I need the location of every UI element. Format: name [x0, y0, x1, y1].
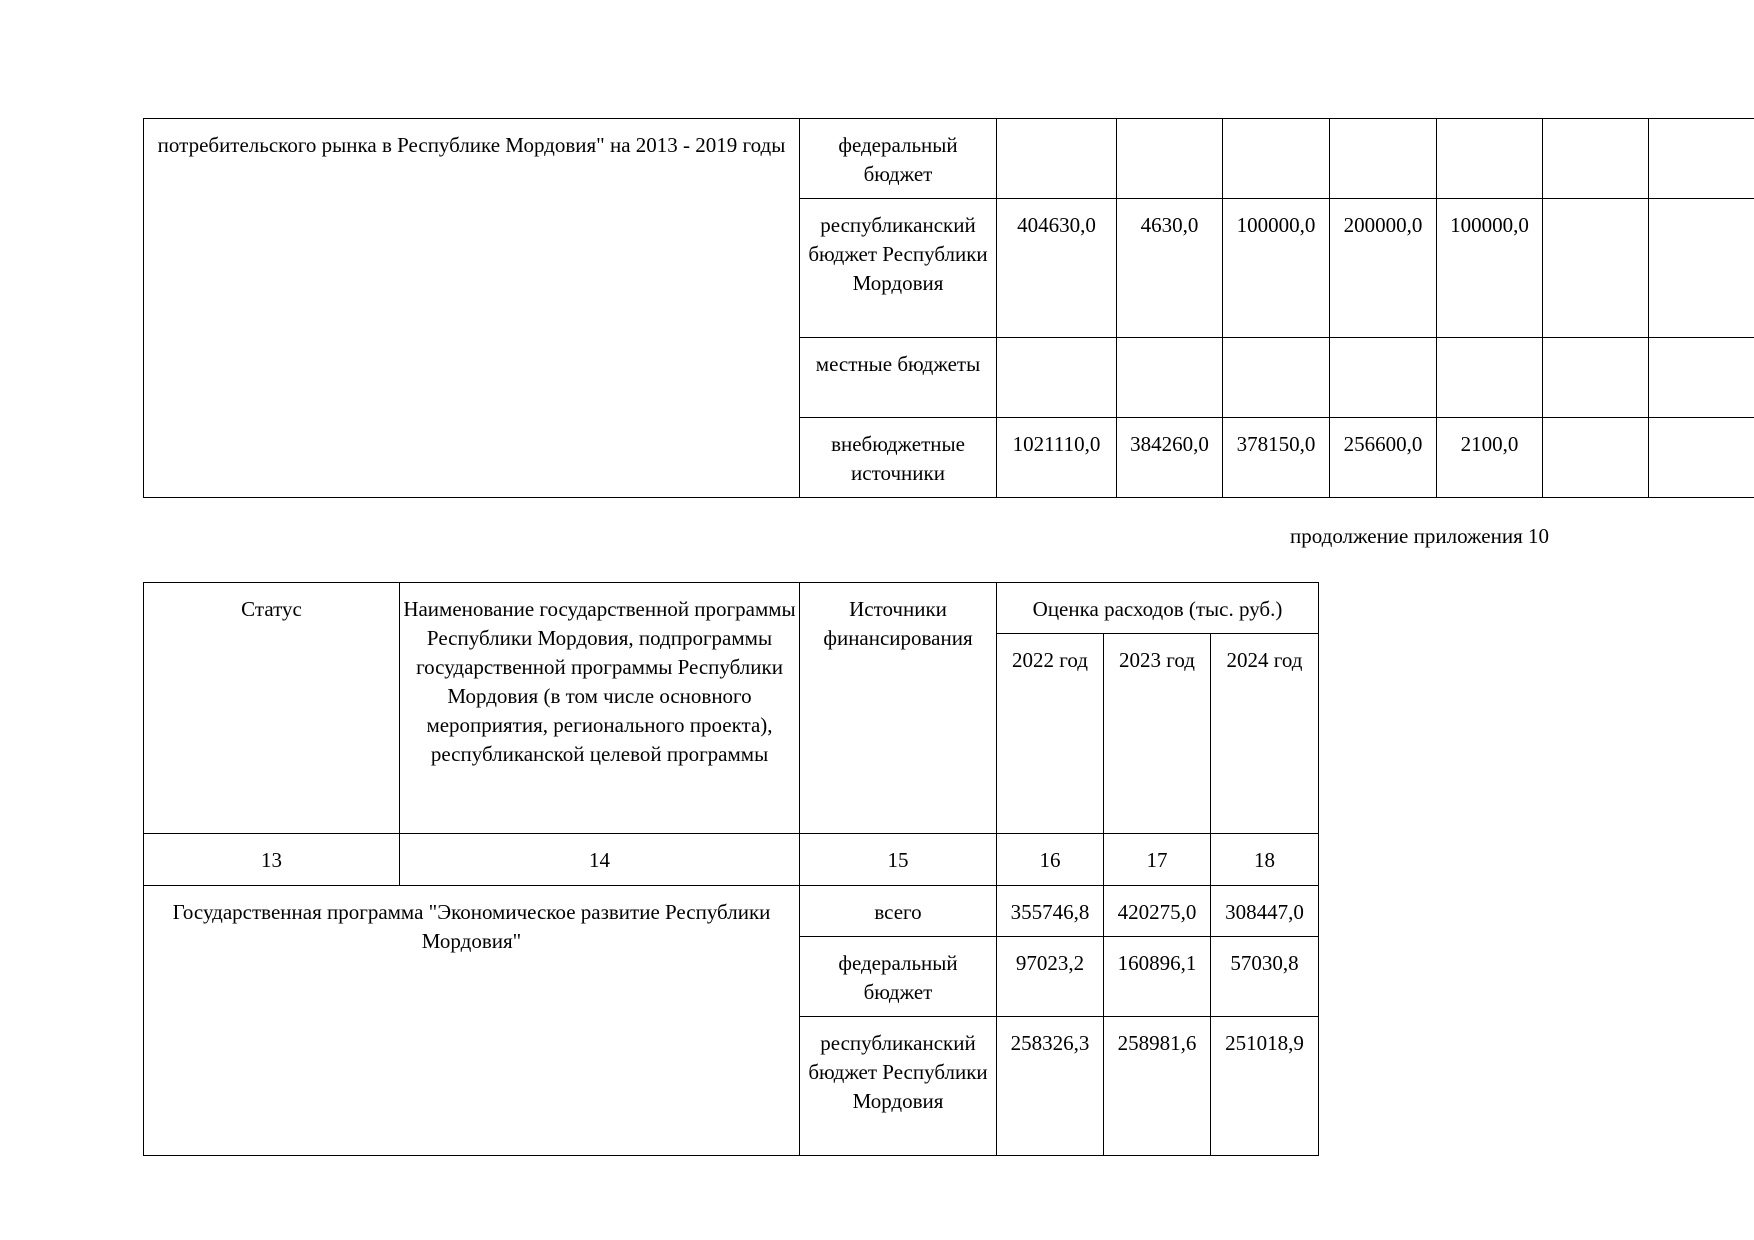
column-number: 17	[1104, 834, 1211, 886]
source-cell: республиканский бюджет Республики Мордовия	[800, 1017, 997, 1156]
value-cell: 258326,3	[997, 1017, 1104, 1156]
value-cell	[1437, 338, 1543, 418]
value-cell: 378150,0	[1223, 418, 1330, 498]
value-cell: 256600,0	[1330, 418, 1437, 498]
value-cell	[1649, 199, 1754, 338]
value-cell: 100000,0	[1223, 199, 1330, 338]
header-status: Статус	[144, 583, 400, 834]
program-name-cell: потребительского рынка в Республике Мордовия" на 2013 - 2019 годы	[144, 119, 800, 498]
value-cell: 355746,8	[997, 886, 1104, 937]
header-year: 2022 год	[997, 634, 1104, 834]
header-sources: Источники финансирования	[800, 583, 997, 834]
column-number: 14	[400, 834, 800, 886]
source-cell: республиканский бюджет Республики Мордовия	[800, 199, 997, 338]
continuation-note: продолжение приложения 10	[1290, 524, 1549, 548]
value-cell: 2100,0	[1437, 418, 1543, 498]
table-row	[144, 886, 1319, 937]
value-cell	[1649, 119, 1754, 199]
header-name: Наименование государственной программы Республики Мордовия, подпрограммы государственной программы Республики Мордовия (в том числе основного мероприятия, регионального проекта), республиканской целевой программы	[400, 583, 800, 834]
value-cell: 404630,0	[997, 199, 1117, 338]
value-cell: 160896,1	[1104, 937, 1211, 1017]
header-row	[144, 583, 1319, 634]
funding-table-continued	[143, 118, 1754, 498]
column-number: 15	[800, 834, 997, 886]
value-cell	[1117, 119, 1223, 199]
source-cell: всего	[800, 886, 997, 937]
source-cell: федеральный бюджет	[800, 119, 997, 199]
value-cell	[1543, 418, 1649, 498]
value-cell	[1330, 338, 1437, 418]
value-cell	[997, 119, 1117, 199]
value-cell: 258981,6	[1104, 1017, 1211, 1156]
table-row	[144, 119, 1754, 199]
column-number: 13	[144, 834, 400, 886]
value-cell	[1223, 338, 1330, 418]
value-cell	[1437, 119, 1543, 199]
value-cell	[1330, 119, 1437, 199]
column-number: 18	[1211, 834, 1319, 886]
value-cell: 384260,0	[1117, 418, 1223, 498]
value-cell: 97023,2	[997, 937, 1104, 1017]
value-cell: 1021110,0	[997, 418, 1117, 498]
value-cell: 420275,0	[1104, 886, 1211, 937]
column-number: 16	[997, 834, 1104, 886]
value-cell	[1649, 418, 1754, 498]
value-cell	[1543, 338, 1649, 418]
program-name-cell: Государственная программа "Экономическое развитие Республики Мордовия"	[144, 886, 800, 1156]
source-cell: местные бюджеты	[800, 338, 997, 418]
value-cell	[1543, 199, 1649, 338]
column-number-row	[144, 834, 1319, 886]
funding-estimate-table	[143, 582, 1319, 1156]
value-cell	[997, 338, 1117, 418]
value-cell: 200000,0	[1330, 199, 1437, 338]
source-cell: внебюджетные источники	[800, 418, 997, 498]
header-year: 2023 год	[1104, 634, 1211, 834]
value-cell: 251018,9	[1211, 1017, 1319, 1156]
header-year: 2024 год	[1211, 634, 1319, 834]
value-cell	[1223, 119, 1330, 199]
value-cell	[1543, 119, 1649, 199]
value-cell: 57030,8	[1211, 937, 1319, 1017]
value-cell	[1649, 338, 1754, 418]
header-estimate: Оценка расходов (тыс. руб.)	[997, 583, 1319, 634]
value-cell: 308447,0	[1211, 886, 1319, 937]
value-cell: 100000,0	[1437, 199, 1543, 338]
value-cell	[1117, 338, 1223, 418]
value-cell: 4630,0	[1117, 199, 1223, 338]
source-cell: федеральный бюджет	[800, 937, 997, 1017]
